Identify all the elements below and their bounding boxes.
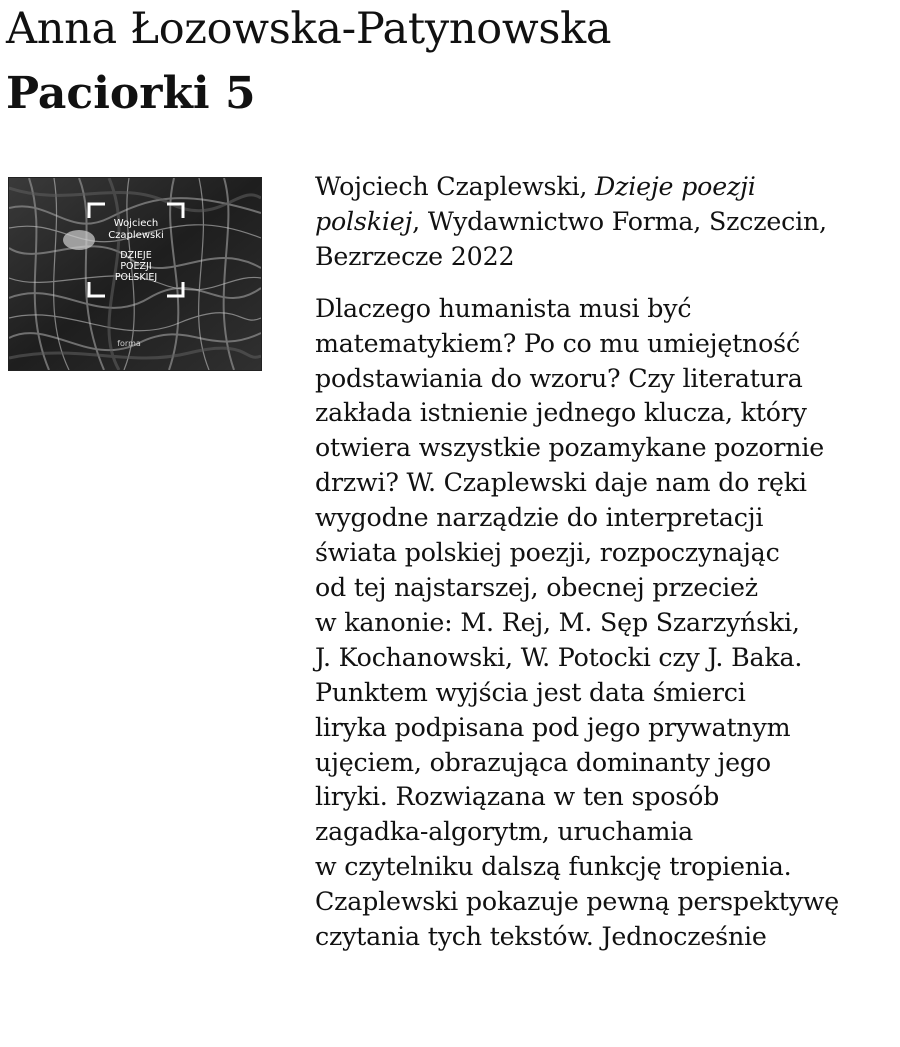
text-line: zakłada istnienie jednego klucza, który (315, 398, 807, 428)
citation-line (315, 205, 900, 240)
text-line: Dlaczego humanista musi być (315, 293, 692, 323)
cover-author-line1: Wojciech (113, 218, 159, 229)
book-cover-artwork (9, 178, 261, 370)
text-line: od tej najstarszej, obecnej przecież (315, 572, 758, 602)
citation-book-title-cont: polskiej (315, 206, 413, 236)
article-text (315, 170, 900, 955)
article-author: Anna Łozowska-Patynowska (6, 4, 612, 54)
text-line: otwiera wszystkie pozamykane pozornie (315, 433, 825, 463)
article-title: Paciorki 5 (6, 68, 256, 119)
book-cover-image (8, 177, 262, 371)
text-line: liryka podpisana pod jego prywatnym (315, 712, 791, 742)
text-line: w kanonie: M. Rej, M. Sęp Szarzyński, (315, 607, 800, 637)
citation-book-title: Dzieje poezji (595, 172, 756, 201)
cover-title-line2: POEZJI (120, 261, 152, 272)
text-line: świata polskiej poezji, rozpoczynając (315, 538, 780, 568)
text-line: liryki. Rozwiązana w ten sposób (315, 782, 720, 812)
text-line: w czytelniku dalszą funkcję tropienia. (315, 852, 792, 882)
text-line: ujęciem, obrazująca dominanty jego (315, 747, 771, 777)
citation-author: Wojciech Czaplewski, (315, 172, 596, 201)
text-line: czytania tych tekstów. Jednocześnie (315, 922, 767, 952)
cover-publisher-mark: forma (117, 339, 141, 348)
citation-publisher: , Wydawnictwo Forma, Szczecin, (412, 206, 827, 236)
text-line: matematykiem? Po co mu umiejętność (315, 328, 800, 358)
text-line: zagadka-algorytm, uruchamia (315, 817, 694, 847)
paragraph-gap (315, 275, 900, 292)
text-line: Czaplewski pokazuje pewną perspektywę (315, 887, 840, 917)
cover-author-line2: Czaplewski (108, 230, 164, 241)
text-line: Punktem wyjścia jest data śmierci (315, 677, 746, 707)
text-line: J. Kochanowski, W. Potocki czy J. Baka. (315, 642, 803, 672)
cover-title-line1: DZIEJE (120, 250, 152, 261)
citation-line: Bezrzecze 2022 (315, 241, 515, 271)
cover-title-line3: POLSKIEJ (114, 272, 158, 283)
text-line: drzwi? W. Czaplewski daje nam do ręki (315, 468, 807, 498)
citation-line (315, 170, 900, 205)
text-line: wygodne narządzie do interpretacji (315, 503, 764, 533)
text-line: podstawiania do wzoru? Czy literatura (315, 363, 803, 393)
